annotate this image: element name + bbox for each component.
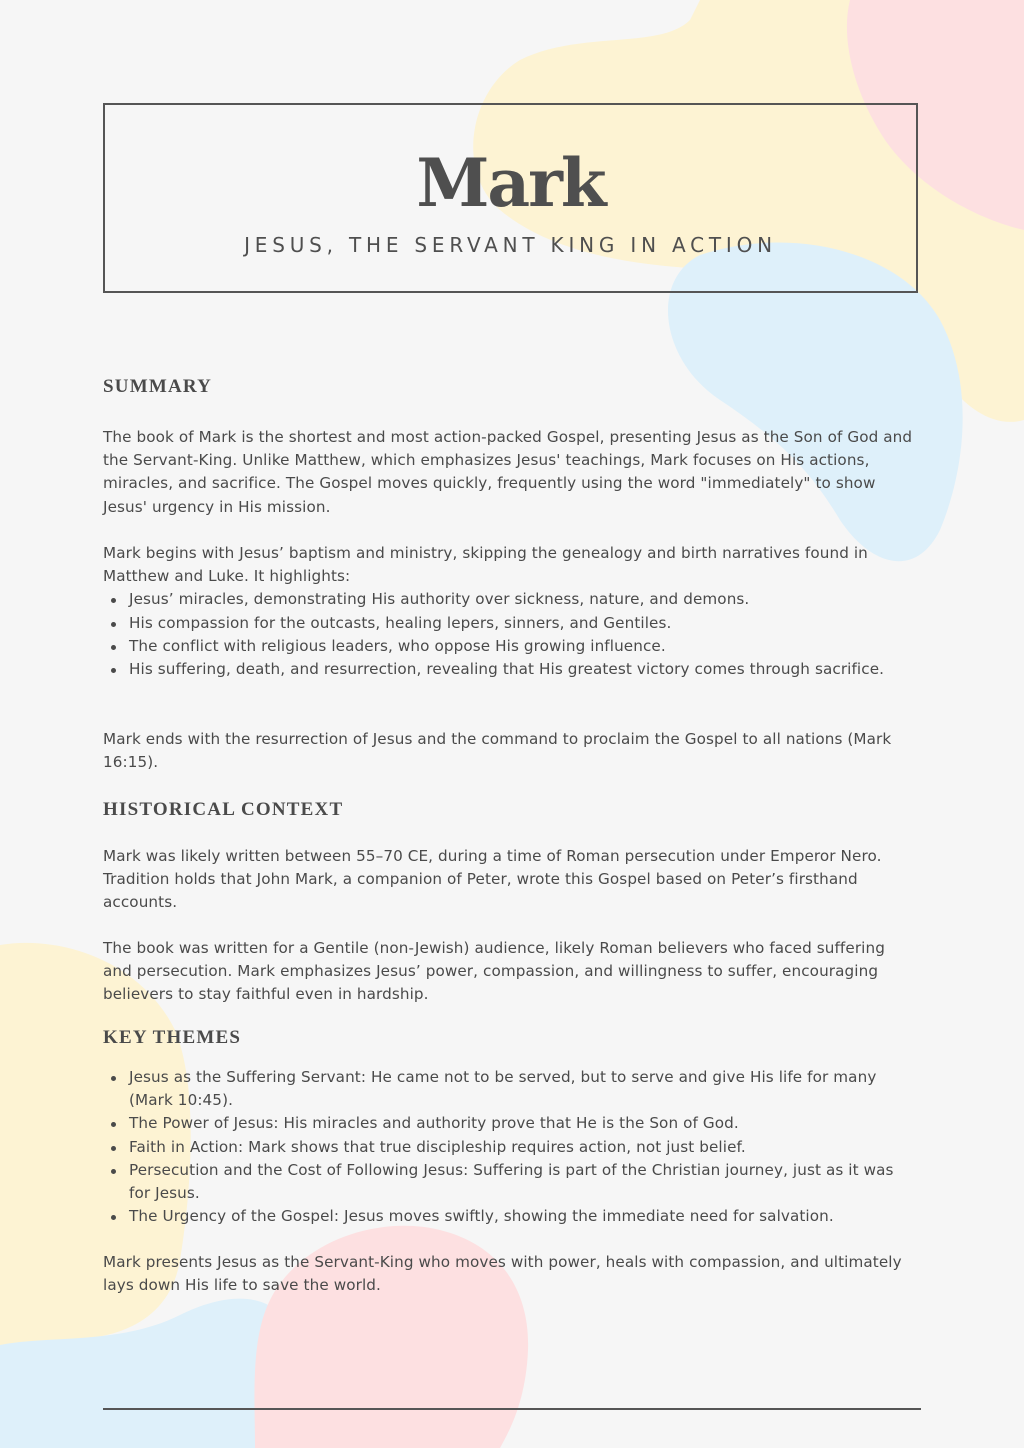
list-item (129, 635, 918, 658)
key-themes-section (103, 1026, 918, 1050)
summary-closing-block (103, 728, 918, 774)
footer-divider (103, 1408, 921, 1410)
bullet-icon (111, 668, 116, 673)
list-item (129, 1136, 918, 1159)
list-item-text: Jesus as the Suffering Servant: He came not to be served, but to serve and give His life for many (Mark 10:45). (129, 1068, 877, 1110)
bullet-icon (111, 622, 116, 627)
list-item-text: Faith in Action: Mark shows that true discipleship requires action, not just belief. (129, 1137, 746, 1156)
historical-paragraph-2: The book was written for a Gentile (non-Jewish) audience, likely Roman believers who faced suffering and persecution. Mark emphasizes Jesus’ power, compassion, and willingness to suffer, encouraging believers to stay faithful even in hardship. (103, 939, 885, 1004)
page-title: Mark (416, 144, 605, 222)
historical-context-body-1 (103, 845, 918, 915)
historical-context-body-2 (103, 937, 918, 1007)
title-box (103, 103, 918, 293)
summary-body (103, 426, 918, 519)
key-themes-closing: Mark presents Jesus as the Servant-King who moves with power, heals with compassion, and ultimately lays down His life to save the world. (103, 1253, 902, 1295)
list-item-text: The conflict with religious leaders, who oppose His growing influence. (129, 636, 666, 655)
list-item (129, 1159, 918, 1205)
list-item (129, 588, 918, 611)
list-item (129, 1066, 918, 1112)
list-item (129, 1205, 918, 1228)
page-subtitle: JESUS, THE SERVANT KING IN ACTION (244, 233, 777, 257)
key-themes-heading: KEY THEMES (103, 1027, 242, 1048)
list-item-text: Jesus’ miracles, demonstrating His authority over sickness, nature, and demons. (129, 590, 750, 609)
bullet-icon (111, 645, 116, 650)
bullet-icon (111, 1215, 116, 1220)
key-themes-list-block (103, 1066, 918, 1228)
summary-closing: Mark ends with the resurrection of Jesus and the command to proclaim the Gospel to all nations (Mark 16:15). (103, 730, 892, 772)
key-themes-closing-block (103, 1251, 918, 1297)
summary-paragraph-1: The book of Mark is the shortest and most action-packed Gospel, presenting Jesus as the Son of God and the Servant-King. Unlike Matthew, which emphasizes Jesus' teachings, Mark focuses on His actions, miracles, and sacrifice. The Gospel moves quickly, frequently using the word "immediately" to show Jesus' urgency in His mission. (103, 428, 913, 516)
summary-paragraph-2: Mark begins with Jesus’ baptism and ministry, skipping the genealogy and birth narratives found in Matthew and Luke. It highlights: (103, 544, 868, 586)
key-themes-list (103, 1066, 918, 1228)
list-item-text: The Urgency of the Gospel: Jesus moves swiftly, showing the immediate need for salvation. (129, 1207, 834, 1226)
summary-highlights-block (103, 542, 918, 681)
bullet-icon (111, 598, 116, 603)
bullet-icon (111, 1169, 116, 1174)
list-item (129, 658, 918, 681)
summary-heading: SUMMARY (103, 376, 213, 397)
bullet-icon (111, 1076, 116, 1081)
summary-section (103, 375, 918, 399)
list-item-text: His suffering, death, and resurrection, revealing that His greatest victory comes through sacrifice. (129, 660, 885, 679)
historical-paragraph-1: Mark was likely written between 55–70 CE, during a time of Roman persecution under Emperor Nero. Tradition holds that John Mark, a companion of Peter, wrote this Gospel based on Peter’s firsthand accounts. (103, 847, 882, 912)
bullet-icon (111, 1122, 116, 1127)
bullet-icon (111, 1146, 116, 1151)
highlights-list (103, 588, 918, 681)
historical-context-heading: HISTORICAL CONTEXT (103, 799, 344, 820)
list-item-text: His compassion for the outcasts, healing lepers, sinners, and Gentiles. (129, 613, 672, 632)
list-item-text: The Power of Jesus: His miracles and authority prove that He is the Son of God. (129, 1114, 739, 1133)
list-item-text: Persecution and the Cost of Following Jesus: Suffering is part of the Christian journey, just as it was for Jesus. (129, 1160, 894, 1203)
historical-context-section (103, 798, 918, 822)
list-item (129, 612, 918, 635)
list-item (129, 1112, 918, 1135)
